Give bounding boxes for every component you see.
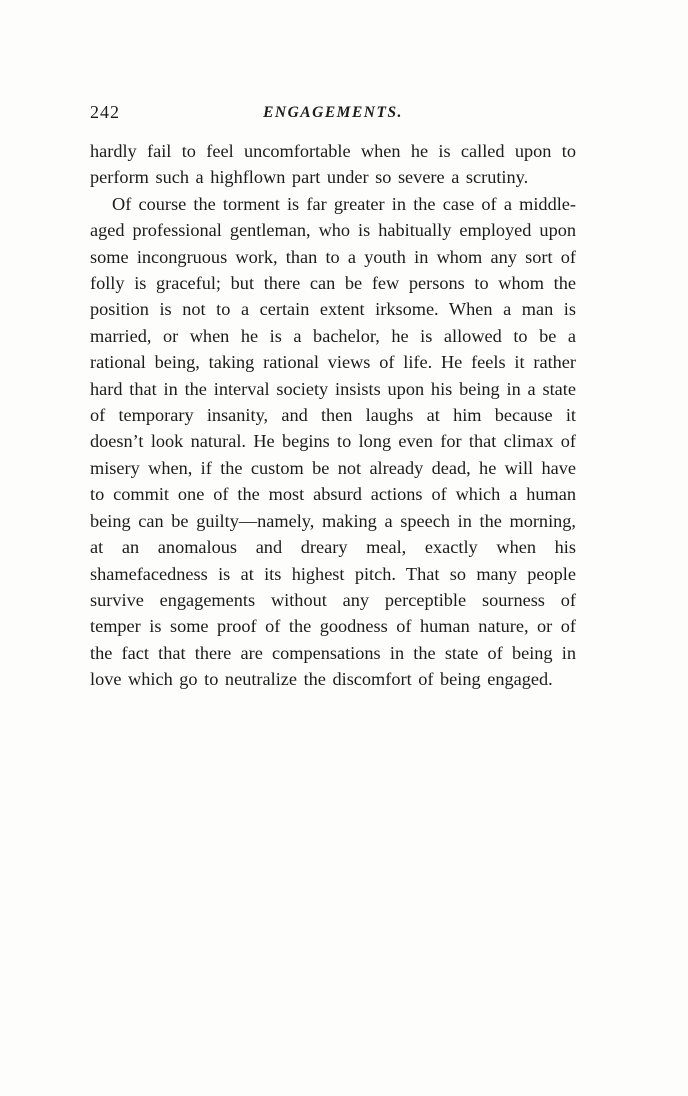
paragraph-main: Of course the torment is far greater in the case of a middle-aged professional gentleman, who is habitually employed upon some incongruous work, than to a youth in whom any sort of folly is graceful; but there can be few persons to whom the position is not to a certain extent irksome. When a man is married, or when he is a bachelor, he is allowed to be a rational being, taking rational views of life. He feels it rather hard that in the interval society insists upon his being in a state of temporary insanity, and then laughs at him because it doesn’t look natural. He begins to long even for that climax of misery when, if the custom be not already dead, he will have to commit one of the most absurd actions of which a human being can be guilty—namely, making a speech in the morning, at an anomalous and dreary meal, exactly when his shamefacedness is at its highest pitch. That so many people survive engagements without any perceptible sourness of temper is some proof of the goodness of human nature, or of the fact that there are compensations in the state of being in love which go to neutralize the discomfort of being engaged.	[90, 193, 576, 690]
page-number: 242	[90, 102, 120, 122]
paragraph-continuation: hardly fail to feel uncomfortable when he is called upon to perform such a highflown part under so severe a scrutiny.	[90, 141, 576, 188]
page-header	[90, 102, 576, 126]
page-body-text	[90, 138, 576, 693]
running-head-title: ENGAGEMENTS.	[263, 104, 403, 121]
